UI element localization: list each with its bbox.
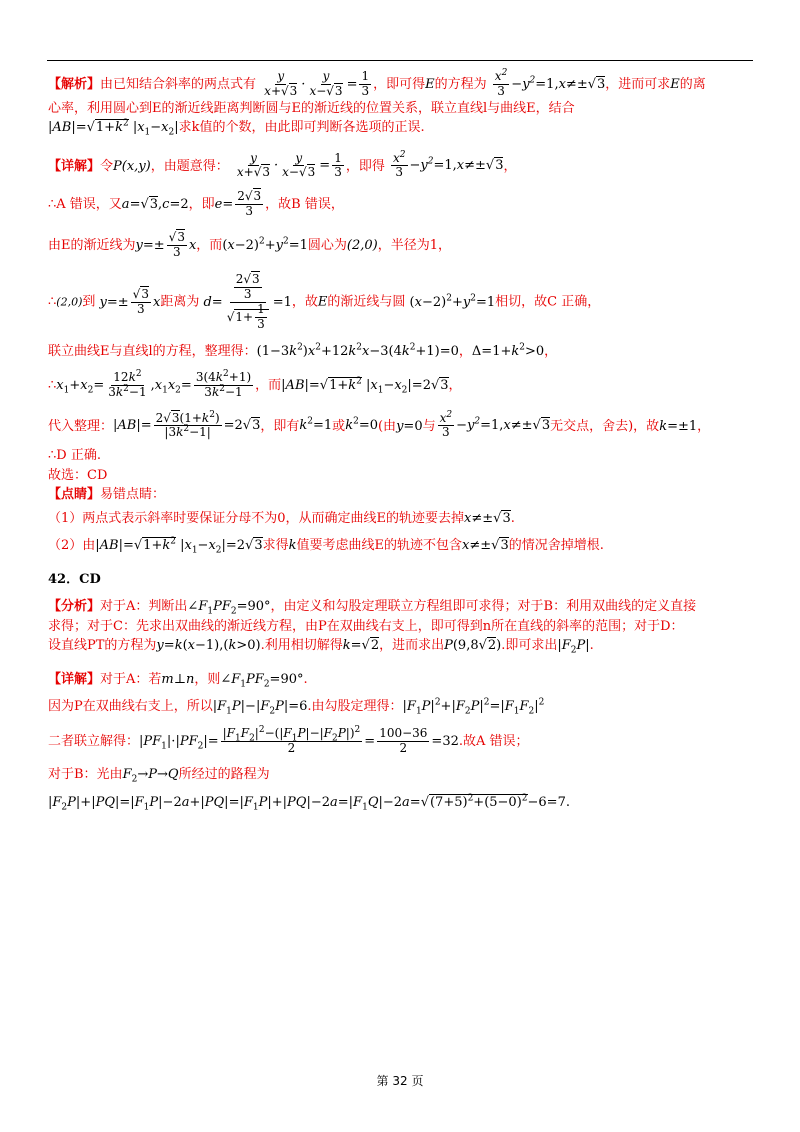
page-content [48,70,754,818]
q41-analysis: 【解析】由已知结合斜率的两点式有 $\frac{y}{x+√3}$ · $\frac{y}{x-√3}$ = $\frac{1}{3}$ ，即可得E的方程为 $\frac{x^2}{3}$ $-y^2=1,x\ne\pm√3$，进而可求E的离 心率，利用圆心到E的渐近线距离判断圆与E的渐近线的位置关系，联立直线l与曲线E，结合 $|AB|=√1+k^2$ $|x_1-x_2|$求k值的个数，由此即可判断各选项的正误. [48,68,706,138]
page-footer: 第 32 页 [376,1074,424,1088]
q42-heading: 42．CD [48,571,101,587]
q42-detail: 【详解】对于A：若m⊥n，则$\angle F_1PF_2=90^\circ$. 因为P在双曲线右支上，所以$|F_1P|-|F_2P|=6$.由勾股定理得：$|F_1P|^2+|F_2P|^2=|F_1F_2|^2$ 二者联立解得：$|PF_1|\cdot|PF_2|=$ $\frac{|F_1F_2|^2-(|F_1P|-|F_2P|)^2}{2}$ = $\frac{100-36}{2}$ =32.故A 错误； 对于B：光由$F_2\to P\to Q$所经过的路程为 $|F_2P|+|PQ|=|F_1P|-2a+|PQ|=|F_1P|+|PQ|-2a=|F_1Q|-2a=√(7+5)^2+(5-0)^2-6=7$. [48,671,570,813]
header-rule [47,60,753,61]
q41-detail: 【详解】令P(x,y)，由题意得： $\frac{y}{x+√3}$ · $\frac{y}{x-√3}$ = $\frac{1}{3}$ ，即得 $\frac{x^2}{3}$ $-y^2=1,x\ne\pm√3$， ∴A 错误，又a=√3,c=2，即e= $\frac{2√3}{3}$ ，故B 错误， 由E的渐近线为y=± $\frac{√3}{3}$ x，而$(x-2)^2+y^2=1$圆心为(2,0)，半径为1， ∴(2,0)到 y=± $\frac{√3}{3}$ x距离为 d= $\frac{2√3}{3}$ √1+ $\frac{1}{3}$ =1，故E的渐近线与圆 $(x-2)^2+y^2=1$相切，故C 正确， 联立曲线E与直线l的方程，整理得：$(1-3k^2)x^2+12k^2x-3(4k^2+1)=0$，$\Delta=1+k^2>0$， $\therefore x_1+x_2=$ $\frac{12k^2}{3k^2-1}$ $,x_1x_2=$ $\frac{3(4k^2+1)}{3k^2-1}$ ，而$|AB|=√1+k^2$ $|x_1-x_2|=2√3$， 代入整理：|AB|= $\frac{2√3(1+k^2)}{|3k^2-1|}$ =2√3，即有$k^2=1$或$k^2=0$(由y=0与 $\frac{x^2}{3}$ $-y^2=1,x\ne\pm√3$无交点，舍去)，故k=±1， ∴D 正确. 故选：CD 【点睛】易错点睛： （1）两点式表示斜率时要保证分母不为0，从而确定曲线E的轨迹要去掉x≠±√3. （2）由$|AB|=√1+k^2$ $|x_1-x_2|=2√3$求得k值要考虑曲线E的轨迹不包含x≠±√3的情况舍掉增根. [48,149,711,556]
q42-analysis: 【分析】对于A：判断出$\angle F_1PF_2=90^\circ$，由定义和勾股定理联立方程组即可求得；对于B：利用双曲线的定义直接 求得；对于C：先求出双曲线的渐近线方程，由P在双曲线右支上，即可得到n所在直线的斜率的范围；对于D： 设直线PT的方程为y=k(x−1),(k>0).利用相切解得k=√2，进而求出P(9,8√2).即可求出$|F_2P|$. [48,599,697,656]
